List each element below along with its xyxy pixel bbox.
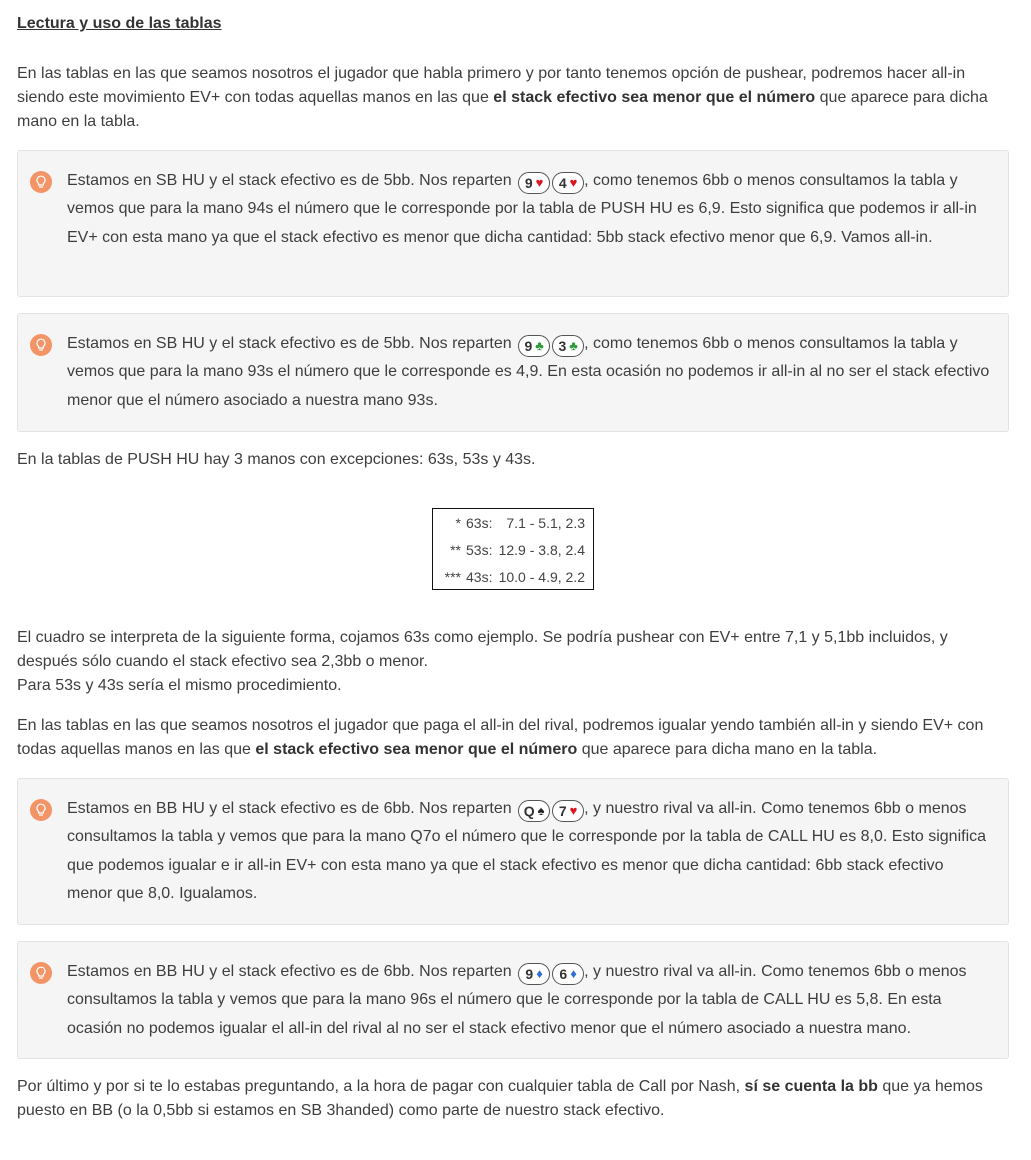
interpretation-line-2: Para 53s y 43s sería el mismo procedimiento. [17, 677, 342, 694]
example-text-post: , y nuestro rival va all-in. Como tenemos 6bb o menos consultamos la tabla y vemos que para la mano Q7o el número que le corresponde por la tabla de CALL HU es 8,0. Esto significa que podemos igualar e ir all-in EV+ con esta mano ya que el stack efectivo es menor que dicha cantidad: 6bb stack efectivo menor que 8,0. Igualamos. [67, 800, 987, 903]
card-rank: 9 [525, 966, 534, 982]
club-suit-icon: ♣ [535, 338, 544, 353]
intro-push-paragraph [17, 62, 1007, 134]
closing-pre: Por último y por si te lo estabas preguntando, a la hora de pagar con cualquier tabla de Call por Nash, [17, 1078, 745, 1095]
example-text [67, 795, 992, 909]
card-rank: Q [523, 803, 535, 819]
diamond-suit-icon: ♦ [536, 966, 543, 981]
exception-hand: 53s: [466, 542, 493, 558]
example-box-push-94s [17, 150, 1009, 297]
example-text-pre: Estamos en SB HU y el stack efectivo es de 5bb. Nos reparten [67, 335, 517, 352]
example-text-pre: Estamos en SB HU y el stack efectivo es de 5bb. Nos reparten [67, 172, 517, 189]
exception-stars: *** [444, 569, 461, 585]
closing-post: que ya hemos puesto en BB (o la 0,5bb si estamos en SB 3handed) como parte de nuestro stack efectivo. [17, 1078, 983, 1119]
lightbulb-icon [30, 171, 52, 193]
heart-suit-icon: ♥ [569, 803, 578, 818]
spade-suit-icon: ♠ [537, 803, 545, 818]
playing-card [518, 172, 550, 194]
exceptions-row [433, 567, 593, 587]
example-box-push-93s [17, 313, 1009, 432]
playing-card [552, 800, 584, 822]
example-text [67, 330, 992, 415]
card-rank: 4 [558, 175, 567, 191]
example-text [67, 167, 992, 252]
exception-hand: 63s: [466, 515, 493, 531]
diamond-suit-icon: ♦ [570, 966, 577, 981]
lightbulb-icon [30, 334, 52, 356]
card-rank: 7 [558, 803, 567, 819]
closing-paragraph [17, 1075, 1007, 1123]
intro-call-pre: En las tablas en las que seamos nosotros el jugador que paga el all-in del rival, podremos igualar yendo también all-in y siendo EV+ con todas aquellas manos en las que [17, 717, 984, 758]
exception-stars: * [455, 515, 461, 531]
interpretation-paragraph [17, 626, 1007, 698]
exception-hand: 43s: [466, 569, 493, 585]
intro-push-bold: el stack efectivo sea menor que el número [493, 89, 816, 106]
closing-bold: sí se cuenta la bb [744, 1078, 878, 1095]
example-text-post: , como tenemos 6bb o menos consultamos la tabla y vemos que para la mano 93s el número que le corresponde es 4,9. En esta ocasión no podemos ir all-in al no ser el stack efectivo menor que el número asociado a nuestra mano 93s. [67, 335, 990, 409]
exception-values: 10.0 - 4.9, 2.2 [498, 569, 585, 585]
example-text [67, 958, 992, 1043]
exception-values: 7.1 - 5.1, 2.3 [506, 515, 585, 531]
example-text-post: , y nuestro rival va all-in. Como tenemos 6bb o menos consultamos la tabla y vemos que para la mano 96s el número que le corresponde por la tabla de CALL HU es 5,8. En esta ocasión no podemos igualar el all-in del rival al no ser el stack efectivo menor que el número asociado a nuestra mano. [67, 963, 967, 1037]
intro-push-post: que aparece para dicha mano en la tabla. [17, 89, 988, 130]
card-rank: 9 [524, 175, 533, 191]
intro-call-paragraph [17, 714, 1007, 762]
section-heading: Lectura y uso de las tablas [17, 15, 222, 32]
lightbulb-icon [30, 962, 52, 984]
heart-suit-icon: ♥ [535, 175, 544, 190]
exceptions-intro: En la tablas de PUSH HU hay 3 manos con excepciones: 63s, 53s y 43s. [17, 451, 536, 468]
example-text-post: , como tenemos 6bb o menos consultamos la tabla y vemos que para la mano 94s el número que le corresponde por la tabla de PUSH HU es 6,9. Esto significa que podemos ir all-in EV+ con esta mano ya que el stack efectivo es menor que dicha cantidad: 5bb stack efectivo menor que 6,9. Vamos all-in. [67, 172, 977, 246]
example-text-pre: Estamos en BB HU y el stack efectivo es de 6bb. Nos reparten [67, 963, 517, 980]
exception-values: 12.9 - 3.8, 2.4 [498, 542, 585, 558]
example-box-call-96s [17, 941, 1009, 1059]
playing-card [518, 335, 550, 357]
interpretation-line-1: El cuadro se interpreta de la siguiente forma, cojamos 63s como ejemplo. Se podría pushear con EV+ entre 7,1 y 5,1bb incluidos, y después sólo cuando el stack efectivo sea 2,3bb o menor. [17, 629, 948, 670]
playing-card [552, 172, 584, 194]
exceptions-row [433, 540, 593, 560]
intro-call-bold: el stack efectivo sea menor que el número [255, 741, 578, 758]
exception-stars: ** [450, 542, 461, 558]
heart-suit-icon: ♥ [569, 175, 578, 190]
example-box-call-q7o [17, 778, 1009, 925]
exceptions-table [432, 508, 594, 590]
playing-card [552, 335, 584, 357]
intro-call-post: que aparece para dicha mano en la tabla. [577, 741, 878, 758]
card-rank: 9 [524, 338, 533, 354]
card-rank: 3 [558, 338, 567, 354]
playing-card [552, 963, 584, 985]
playing-card [518, 963, 550, 985]
club-suit-icon: ♣ [569, 338, 578, 353]
intro-push-pre: En las tablas en las que seamos nosotros el jugador que habla primero y por tanto tenemos opción de pushear, podremos hacer all-in siendo este movimiento EV+ con todas aquellas manos en las que [17, 65, 966, 106]
exceptions-row [433, 513, 593, 533]
card-rank: 6 [559, 966, 568, 982]
example-text-pre: Estamos en BB HU y el stack efectivo es de 6bb. Nos reparten [67, 800, 517, 817]
lightbulb-icon [30, 799, 52, 821]
playing-card [518, 800, 550, 822]
